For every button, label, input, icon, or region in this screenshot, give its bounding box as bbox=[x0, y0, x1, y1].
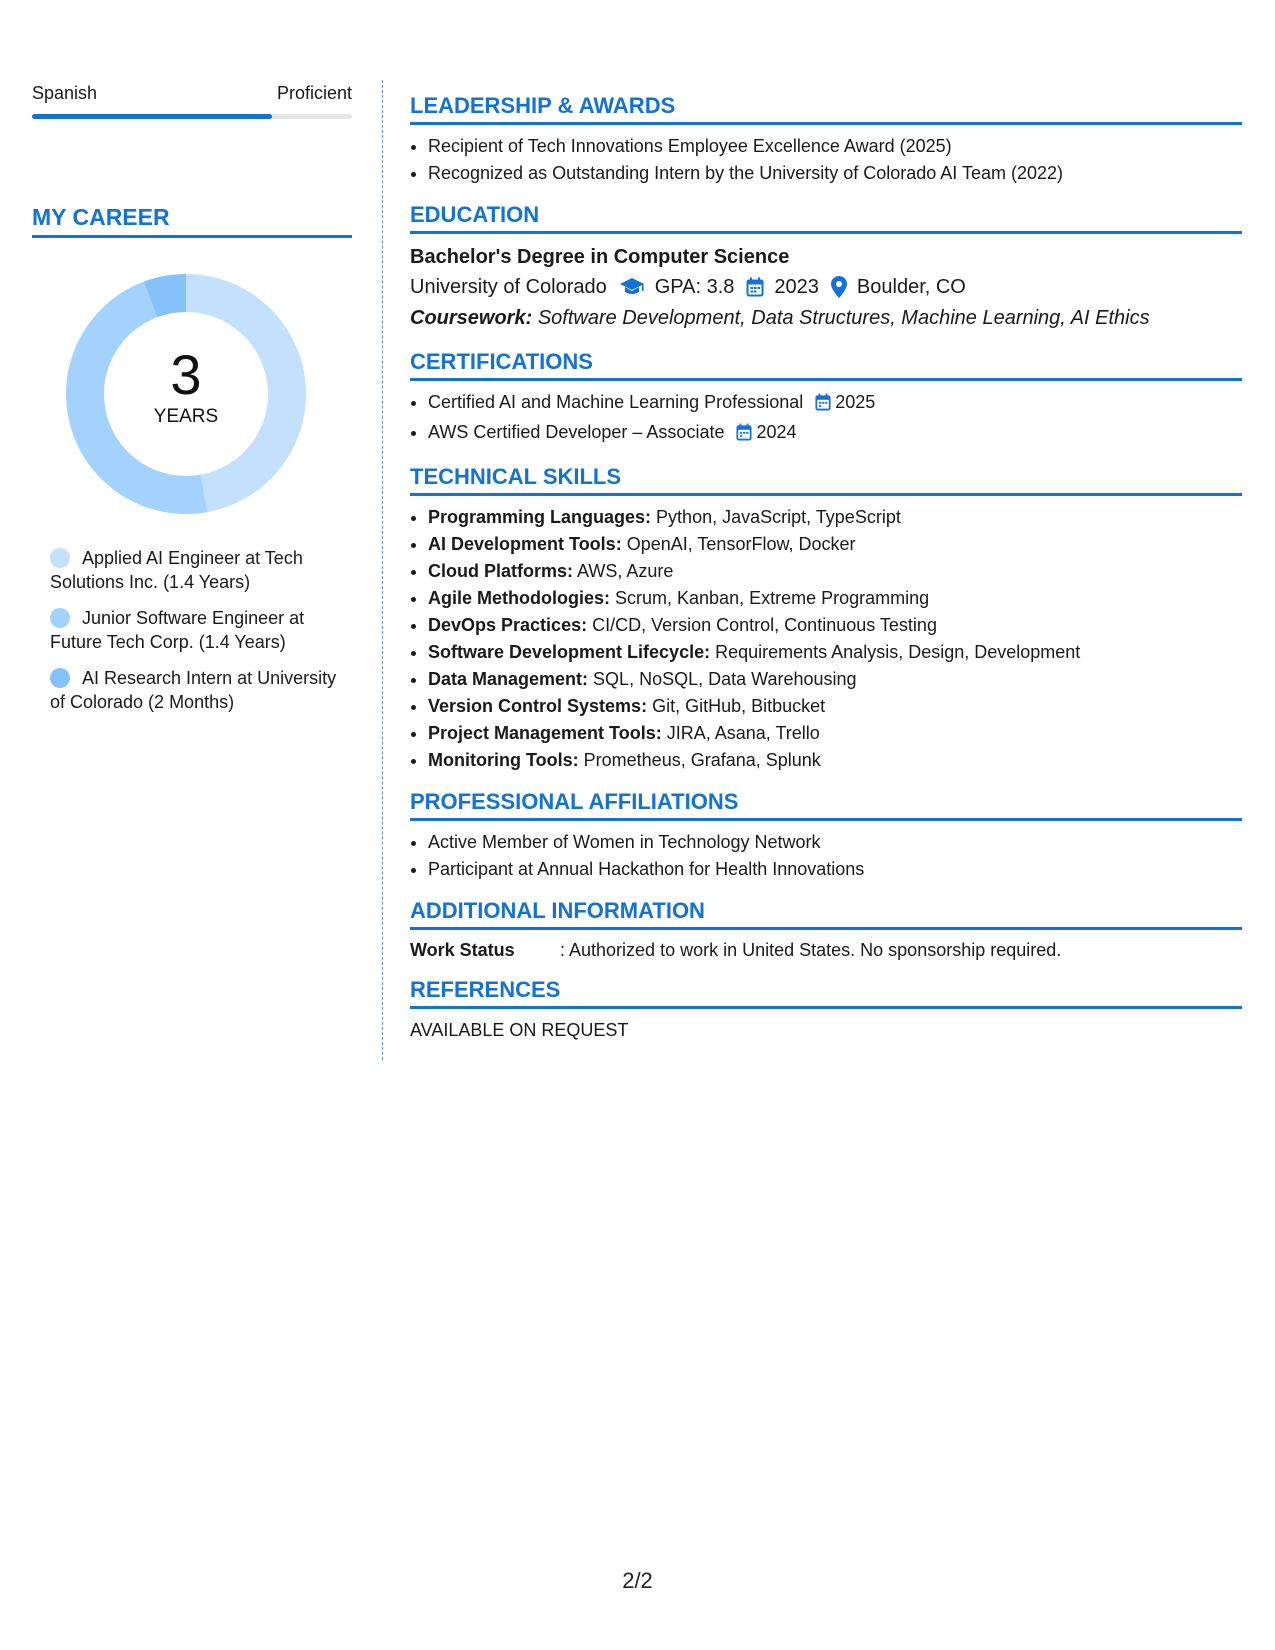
list-item bbox=[428, 612, 1242, 639]
affiliations-section bbox=[410, 788, 1242, 883]
list-item bbox=[428, 747, 1242, 774]
career-total-number: 3 bbox=[170, 343, 202, 406]
column-divider bbox=[382, 80, 383, 1060]
legend-item bbox=[50, 606, 340, 654]
coursework-list: Software Development, Data Structures, Machine Learning, AI Ethics bbox=[537, 307, 1150, 329]
graduation-cap-icon bbox=[619, 277, 645, 297]
education-section bbox=[410, 201, 1242, 334]
skill-label: Project Management Tools: bbox=[428, 723, 662, 743]
list-item: • Active Member of Women in Technology Network bbox=[428, 829, 1242, 856]
language-level: Proficient bbox=[276, 83, 352, 103]
language-name: Spanish bbox=[32, 83, 98, 103]
skill-label: Programming Languages: bbox=[428, 507, 652, 527]
career-total-unit: YEARS bbox=[153, 406, 219, 427]
legend-dot bbox=[50, 608, 70, 628]
legend-dot bbox=[50, 668, 70, 688]
skill-value: CI/CD, Version Control, Continuous Testing bbox=[592, 615, 937, 635]
skill-label: Agile Methodologies: bbox=[428, 588, 610, 608]
calendar-icon bbox=[815, 392, 831, 419]
graduation-year: 2023 bbox=[774, 276, 819, 298]
location-pin-icon bbox=[831, 276, 847, 298]
list-item bbox=[428, 720, 1242, 747]
career-legend bbox=[50, 546, 340, 714]
leadership-heading: LEADERSHIP & AWARDS bbox=[410, 92, 1242, 125]
legend-label: Junior Software Engineer at Future Tech Corp. (1.4 Years) bbox=[50, 608, 305, 652]
list-item bbox=[428, 639, 1242, 666]
list-item bbox=[428, 504, 1242, 531]
skill-value: Scrum, Kanban, Extreme Programming bbox=[615, 588, 930, 608]
skills-section bbox=[410, 463, 1242, 774]
list-item bbox=[428, 419, 1242, 449]
affiliations-list bbox=[410, 829, 1242, 883]
donut-center bbox=[66, 344, 306, 428]
calendar-icon bbox=[746, 277, 764, 297]
education-details bbox=[410, 272, 1242, 302]
certification-year: 2025 bbox=[835, 392, 876, 412]
skill-label: Cloud Platforms: bbox=[428, 561, 574, 581]
list-item bbox=[428, 558, 1242, 585]
skill-label: Software Development Lifecycle: bbox=[428, 642, 711, 662]
legend-label: Applied AI Engineer at Tech Solutions Inc. (1.4 Years) bbox=[50, 548, 303, 592]
skills-list bbox=[410, 504, 1242, 774]
skills-heading: TECHNICAL SKILLS bbox=[410, 463, 1242, 496]
certification-name: Certified AI and Machine Learning Professional bbox=[428, 392, 804, 412]
coursework bbox=[410, 302, 1242, 334]
skill-value: Git, GitHub, Bitbucket bbox=[652, 696, 826, 716]
affiliations-heading: PROFESSIONAL AFFILIATIONS bbox=[410, 788, 1242, 821]
gpa: GPA: 3.8 bbox=[654, 276, 735, 298]
list-item bbox=[428, 585, 1242, 612]
certifications-section bbox=[410, 348, 1242, 449]
work-status-value: : Authorized to work in United States. No sponsorship required. bbox=[560, 940, 1062, 960]
skill-value: Requirements Analysis, Design, Development bbox=[715, 642, 1081, 662]
references-text: AVAILABLE ON REQUEST bbox=[410, 1020, 629, 1040]
legend-item bbox=[50, 546, 340, 594]
certifications-list bbox=[410, 389, 1242, 449]
list-item bbox=[428, 531, 1242, 558]
skill-value: AWS, Azure bbox=[577, 561, 674, 581]
skill-label: DevOps Practices: bbox=[428, 615, 588, 635]
left-column bbox=[32, 82, 352, 726]
list-item bbox=[428, 693, 1242, 720]
skill-value: SQL, NoSQL, Data Warehousing bbox=[593, 669, 857, 689]
language-proficiency-bar bbox=[32, 114, 352, 119]
additional-info-heading: ADDITIONAL INFORMATION bbox=[410, 897, 1242, 930]
coursework-label: Coursework: bbox=[410, 307, 533, 329]
skill-label: Version Control Systems: bbox=[428, 696, 648, 716]
skill-value: Python, JavaScript, TypeScript bbox=[656, 507, 901, 527]
list-item: • Recognized as Outstanding Intern by the University of Colorado AI Team (2022) bbox=[428, 160, 1242, 187]
career-heading: MY CAREER bbox=[32, 203, 352, 238]
leadership-list bbox=[410, 133, 1242, 187]
career-donut-chart bbox=[66, 274, 306, 514]
calendar-icon bbox=[736, 422, 752, 449]
right-column bbox=[410, 92, 1242, 1057]
skill-value: OpenAI, TensorFlow, Docker bbox=[626, 534, 856, 554]
references-section bbox=[410, 976, 1242, 1043]
leadership-section bbox=[410, 92, 1242, 187]
list-item bbox=[428, 389, 1242, 419]
list-item: • Recipient of Tech Innovations Employee Excellence Award (2025) bbox=[428, 133, 1242, 160]
references-heading: REFERENCES bbox=[410, 976, 1242, 1009]
list-item bbox=[428, 666, 1242, 693]
skill-label: Monitoring Tools: bbox=[428, 750, 579, 770]
work-status-label: Work Status bbox=[410, 940, 515, 960]
education-heading: EDUCATION bbox=[410, 201, 1242, 234]
legend-label: AI Research Intern at University of Colorado (2 Months) bbox=[50, 668, 337, 712]
legend-item bbox=[50, 666, 340, 714]
list-item: • Participant at Annual Hackathon for Health Innovations bbox=[428, 856, 1242, 883]
page-number: 2/2 bbox=[622, 1568, 653, 1593]
skill-label: Data Management: bbox=[428, 669, 589, 689]
work-status-row bbox=[410, 938, 1242, 962]
school-location: Boulder, CO bbox=[856, 276, 966, 298]
legend-dot bbox=[50, 548, 70, 568]
skill-value: JIRA, Asana, Trello bbox=[666, 723, 820, 743]
certifications-heading: CERTIFICATIONS bbox=[410, 348, 1242, 381]
degree-title: Bachelor's Degree in Computer Science bbox=[410, 246, 790, 268]
certification-name: AWS Certified Developer – Associate bbox=[428, 422, 725, 442]
certification-year: 2024 bbox=[756, 422, 797, 442]
additional-info-section bbox=[410, 897, 1242, 962]
skill-label: AI Development Tools: bbox=[428, 534, 622, 554]
skill-value: Prometheus, Grafana, Splunk bbox=[583, 750, 821, 770]
school-name: University of Colorado bbox=[410, 276, 607, 298]
language-row bbox=[32, 82, 352, 104]
language-proficiency-fill bbox=[32, 114, 272, 119]
